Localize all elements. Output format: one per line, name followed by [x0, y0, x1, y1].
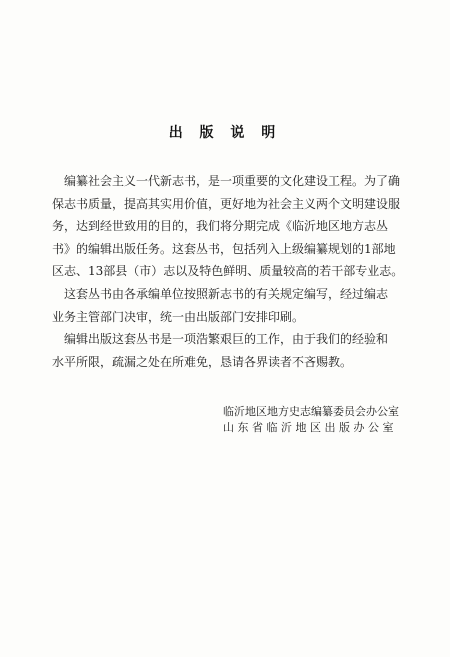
paragraph-1 — [52, 170, 402, 283]
paragraph-line: 保志书质量，提高其实用价值，更好地为社会主义两个文明建设服 — [52, 196, 401, 211]
paragraph-line: 编纂社会主义一代新志书，是一项重要的文化建设工程。为了确 — [64, 174, 401, 188]
signature-line: 临沂地区地方史志编纂委员会办公室 — [223, 405, 399, 418]
paragraph-2 — [52, 283, 402, 328]
document-body — [52, 170, 402, 373]
signature-block — [223, 404, 399, 436]
signature-line: 山 东 省 临 沂 地 区 出 版 办 公 室 — [223, 421, 394, 434]
paragraph-line: 务，达到经世致用的目的，我们将分期完成《临沂地区地方志丛 — [52, 219, 389, 234]
paragraph-line: 这套丛书由各承编单位按照新志书的有关规定编写，经过编志 — [64, 286, 389, 301]
paragraph-line: 编辑出版这套丛书是一项浩繁艰巨的工作，由于我们的经验和 — [64, 332, 389, 347]
paragraph-line: 业务主管部门决审，统一由出版部门安排印刷。 — [52, 309, 305, 324]
paragraph-3 — [52, 328, 402, 373]
paragraph-line: 书》的编辑出版任务。这套丛书，包括列入上级编纂规划的1部地 — [52, 241, 396, 256]
page-title: 出 版 说 明 — [168, 125, 282, 141]
paragraph-line: 区志、13部县（市）志以及特色鲜明、质量较高的若干部专业志。 — [52, 264, 404, 279]
paragraph-line: 水平所限，疏漏之处在所难免，恳请各界读者不吝赐教。 — [52, 354, 353, 369]
